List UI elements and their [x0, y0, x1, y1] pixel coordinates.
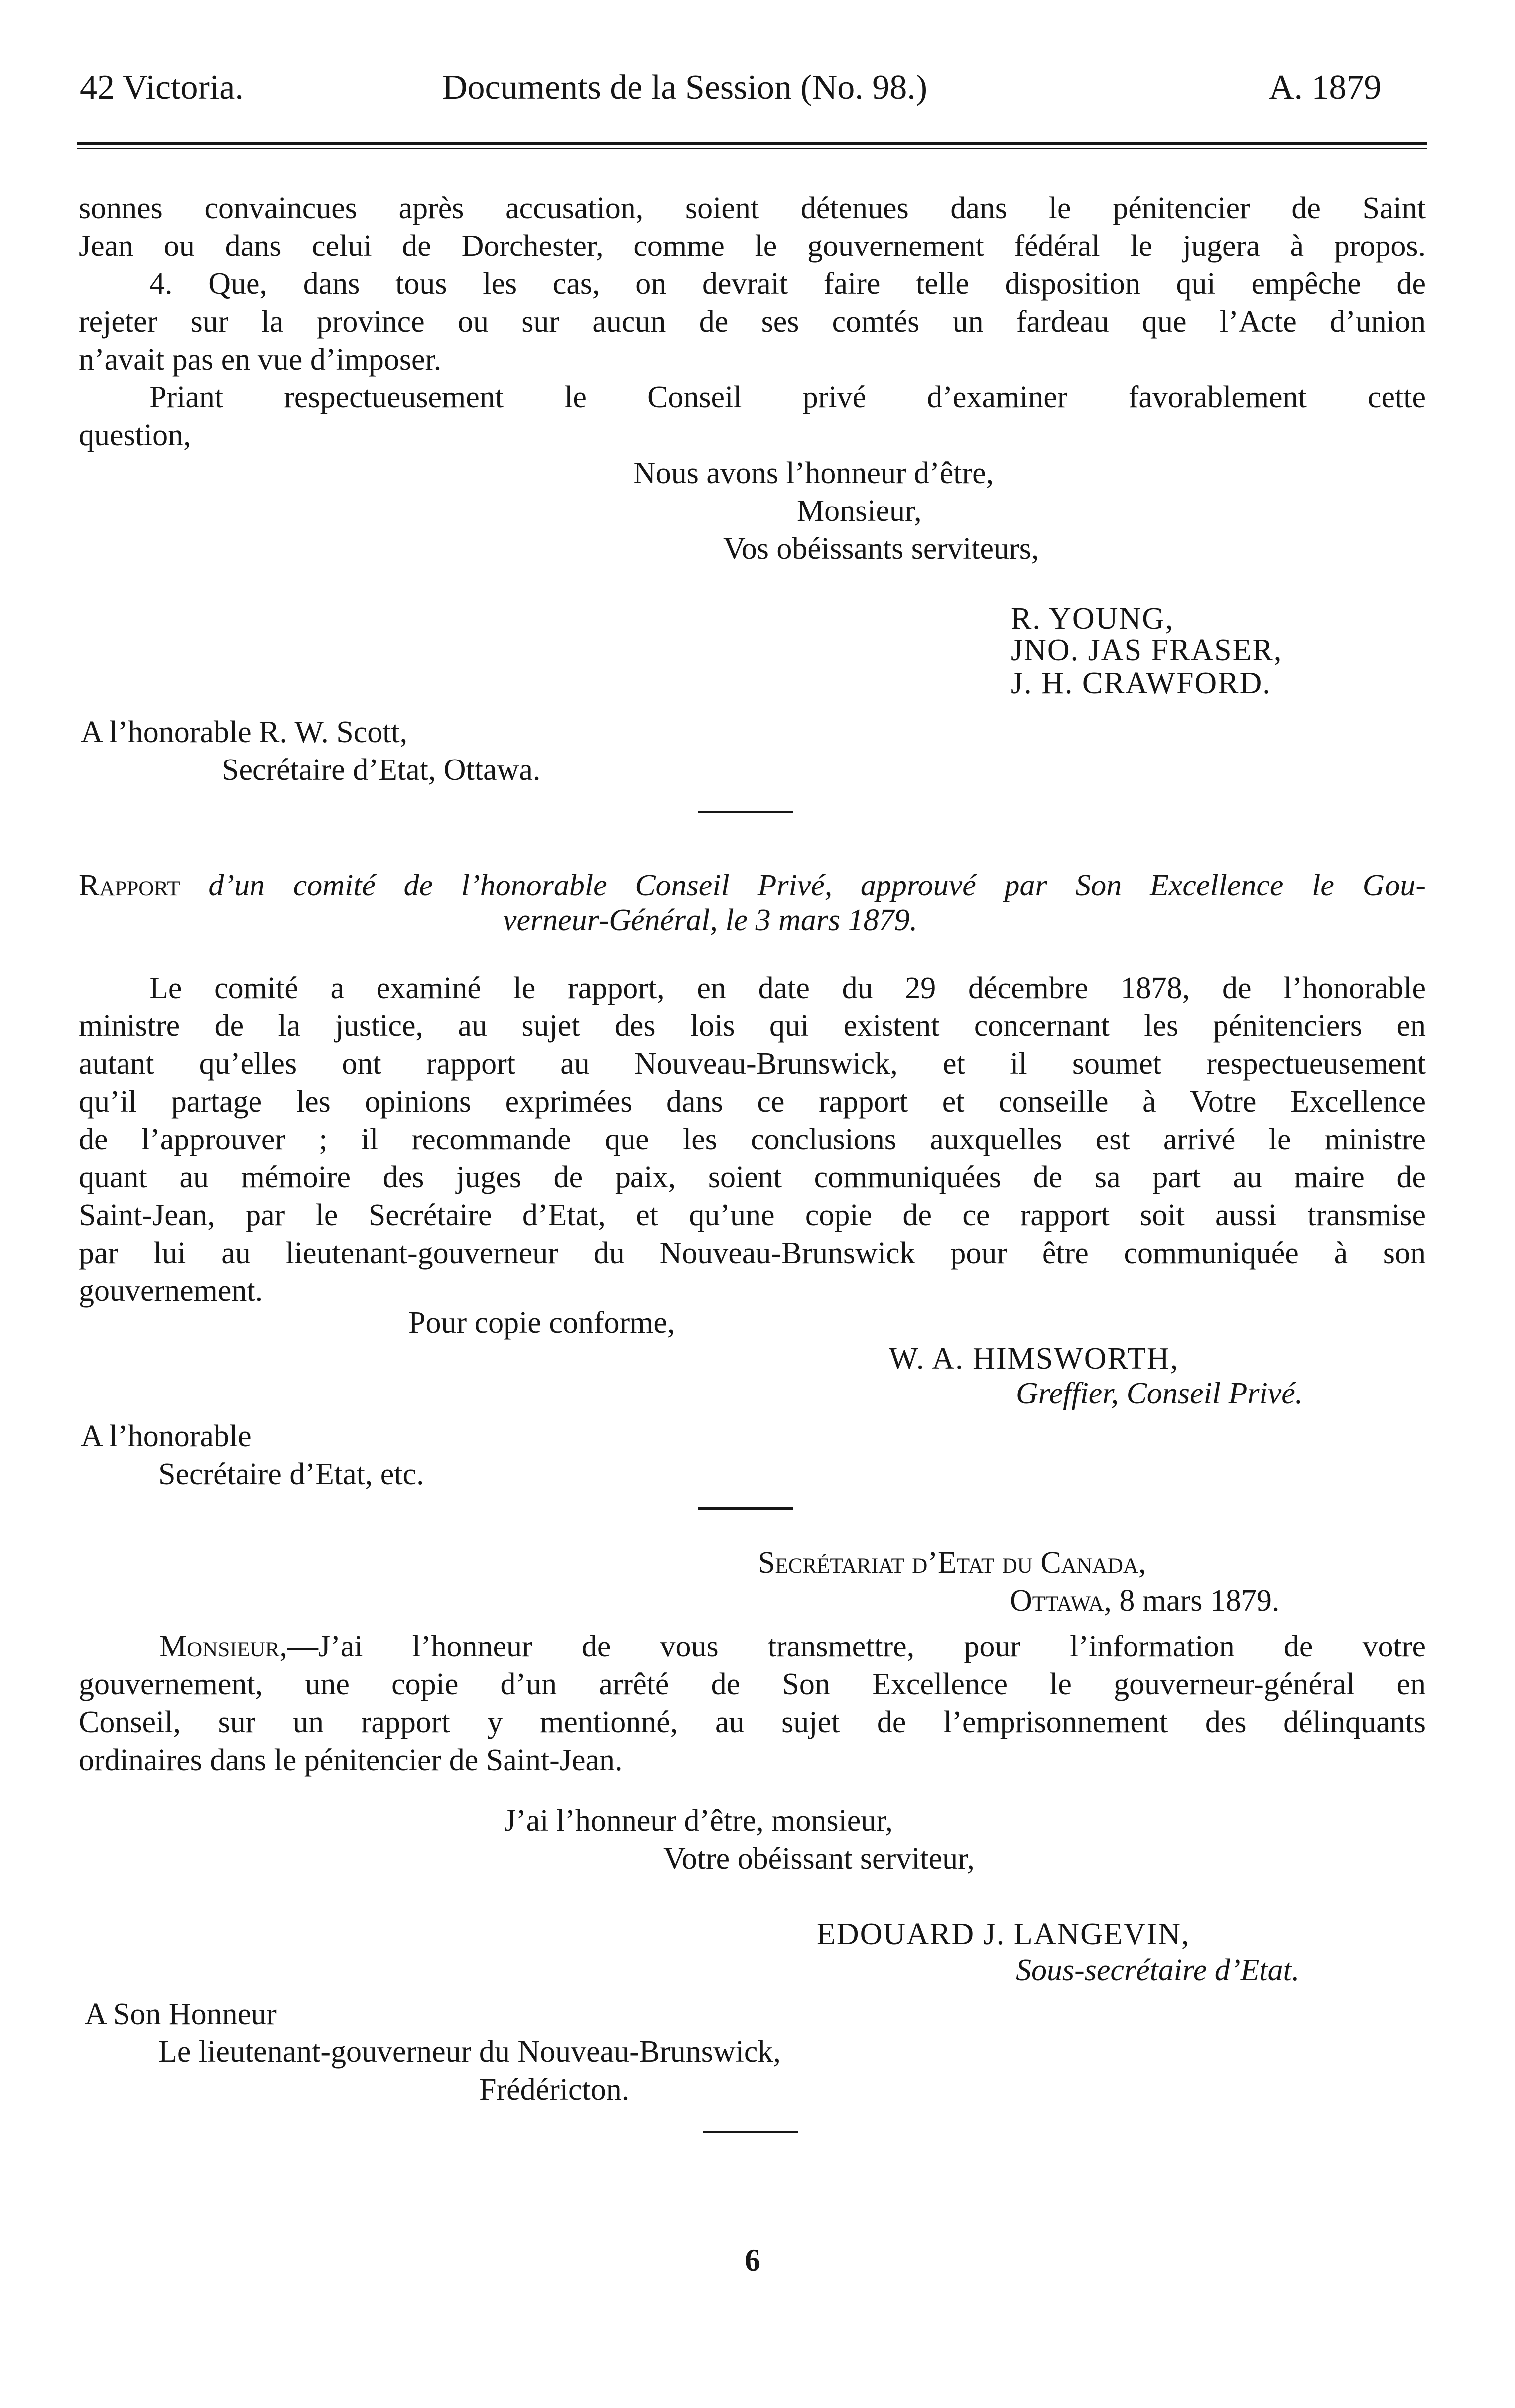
- addressee-line: Secrétaire d’Etat, Ottawa.: [222, 753, 541, 787]
- paragraph-line: question,: [79, 418, 191, 452]
- addressee-line: A l’honorable: [81, 1419, 252, 1453]
- page-number: 6: [745, 2242, 760, 2278]
- paragraph-line: [159, 1628, 1426, 1665]
- paragraph-line: 4. Que, dans tous les cas, on devrait faire telle disposition qui empêche de: [149, 267, 1426, 301]
- report-title-lead: Rapport: [79, 869, 180, 902]
- paragraph-line: Saint-Jean, par le Secrétaire d’Etat, et qu’une copie de ce rapport soit aussi transmise: [79, 1198, 1426, 1232]
- closing-line: Nous avons l’honneur d’être,: [633, 456, 994, 490]
- signer-title: Sous-secrétaire d’Etat.: [1016, 1953, 1300, 1987]
- paragraph-line: gouvernement.: [79, 1274, 263, 1308]
- certification-line: Pour copie conforme,: [408, 1306, 675, 1340]
- addressee-line: Le lieutenant-gouverneur du Nouveau-Brunswick,: [158, 2035, 781, 2069]
- header-series-year: A. 1879: [1269, 68, 1382, 107]
- sender-line: Secrétariat d’Etat du Canada,: [758, 1546, 1146, 1580]
- paragraph-line: Conseil, sur un rapport y mentionné, au sujet de l’emprisonnement des délinquants: [79, 1705, 1426, 1739]
- salutation: Monsieur,: [159, 1630, 287, 1663]
- place-name: Ottawa,: [1010, 1584, 1112, 1618]
- header-rule-thin: [77, 148, 1427, 149]
- paragraph-line: autant qu’elles ont rapport au Nouveau-Brunswick, et il soumet respectueusement: [79, 1047, 1426, 1081]
- paragraph-line: sonnes convaincues après accusation, soient détenues dans le pénitencier de Saint: [79, 191, 1426, 225]
- report-title-line: verneur-Général, le 3 mars 1879.: [503, 903, 918, 937]
- signer-name: W. A. HIMSWORTH,: [889, 1342, 1179, 1376]
- header-rule-thick: [77, 142, 1427, 145]
- addressee-line: Secrétaire d’Etat, etc.: [158, 1457, 424, 1491]
- paragraph-line: ministre de la justice, au sujet des lois qui existent concernant les pénitenciers en: [79, 1009, 1426, 1043]
- paragraph-line: quant au mémoire des juges de paix, soient communiquées de sa part au maire de: [79, 1160, 1426, 1194]
- header-session-year: 42 Victoria.: [80, 68, 244, 107]
- paragraph-line: de l’approuver ; il recommande que les conclusions auxquelles est arrivé le ministre: [79, 1123, 1426, 1156]
- paragraph-text: —J’ai l’honneur de vous transmettre, pour l’information de votre: [287, 1630, 1426, 1663]
- signature-name: J. H. CRAWFORD.: [1011, 666, 1271, 700]
- header-document-title: Documents de la Session (No. 98.): [442, 68, 928, 107]
- paragraph-line: rejeter sur la province ou sur aucun de ses comtés un fardeau que l’Acte d’union: [79, 305, 1426, 339]
- paragraph-line: Priant respectueusement le Conseil privé d’examiner favorablement cette: [149, 380, 1426, 414]
- paragraph-line: par lui au lieutenant-gouverneur du Nouveau-Brunswick pour être communiquée à son: [79, 1236, 1426, 1270]
- addressee-line: Frédéricton.: [479, 2073, 630, 2107]
- closing-line: Votre obéissant serviteur,: [663, 1842, 975, 1876]
- paragraph-line: Jean ou dans celui de Dorchester, comme le gouvernement fédéral le jugera à propos.: [79, 229, 1426, 263]
- report-title-line: [79, 867, 1426, 904]
- addressee-line: A l’honorable R. W. Scott,: [81, 715, 408, 749]
- date-line: [1010, 1582, 1279, 1620]
- signature-name: JNO. JAS FRASER,: [1011, 634, 1283, 667]
- closing-line: Monsieur,: [797, 494, 922, 528]
- paragraph-line: qu’il partage les opinions exprimées dans ce rapport et conseille à Votre Excellence: [79, 1085, 1426, 1119]
- closing-line: Vos obéissants serviteurs,: [723, 532, 1039, 566]
- section-separator: [703, 2131, 798, 2133]
- letter-date: 8 mars 1879.: [1119, 1584, 1280, 1618]
- signer-name: EDOUARD J. LANGEVIN,: [817, 1917, 1190, 1951]
- section-separator: [698, 811, 793, 813]
- section-separator: [698, 1507, 793, 1510]
- paragraph-line: gouvernement, une copie d’un arrêté de Son Excellence le gouverneur-général en: [79, 1667, 1426, 1701]
- signature-name: R. YOUNG,: [1011, 602, 1174, 635]
- addressee-line: A Son Honneur: [85, 1997, 277, 2031]
- paragraph-line: ordinaires dans le pénitencier de Saint-Jean.: [79, 1743, 623, 1777]
- paragraph-line: Le comité a examiné le rapport, en date du 29 décembre 1878, de l’honorable: [149, 971, 1426, 1005]
- paragraph-line: n’avait pas en vue d’imposer.: [79, 343, 442, 377]
- signer-title: Greffier, Conseil Privé.: [1016, 1377, 1303, 1410]
- closing-line: J’ai l’honneur d’être, monsieur,: [504, 1804, 893, 1838]
- report-title-text: d’un comité de l’honorable Conseil Privé, approuvé par Son Excellence le Gou-: [208, 869, 1426, 902]
